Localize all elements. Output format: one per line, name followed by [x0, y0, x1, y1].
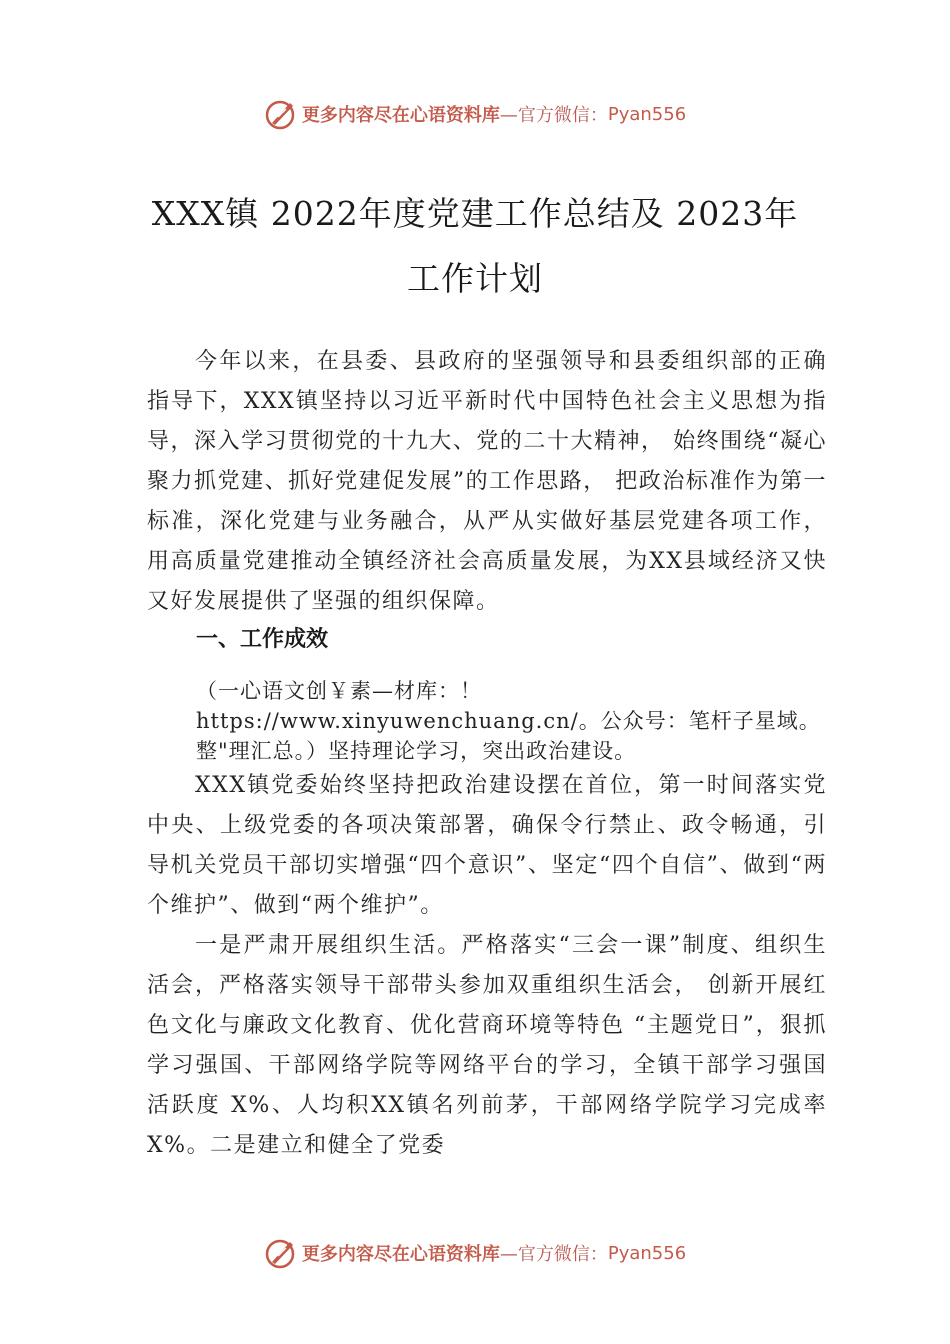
quill-logo-icon — [264, 1236, 298, 1270]
banner-text-wechat-label: —官方微信： — [499, 1244, 608, 1265]
banner-text-main: 更多内容尽在心语资料库 — [301, 1244, 500, 1265]
banner-text-wechat-id: Pyan556 — [607, 103, 687, 125]
document-title-line1: XXX镇 2022年度党建工作总结及 2023年 — [151, 194, 799, 233]
paragraph-organization-life: 一是严肃开展组织生活。严格落实“三会一课”制度、组织生活会，严格落实领导干部带头参加双重组织生活会， 创新开展红色文化与廉政文化教育、优化营商环境等特色 “主题党日”，狠抓学习强国、干部网络学院等网络平台的学习，全镇干部学习强国活跃度 X%、人均积XX镇名列前茅，干部网络学院学习完成率 X%。二是建立和健全了党委 — [147, 933, 827, 1158]
header-banner — [0, 97, 950, 131]
document-title-line2: 工作计划 — [407, 259, 543, 298]
banner-text-wechat-label: —官方微信： — [499, 105, 608, 126]
footer-banner — [0, 1236, 950, 1270]
intro-paragraph: 今年以来，在县委、县政府的坚强领导和县委组织部的正确指导下，XXX镇坚持以习近平新时代中国特色社会主义思想为指导，深入学习贯彻党的十九大、党的二十大精神， 始终围绕“凝心聚力抓党建、抓好党建促发展”的工作思路， 把政治标准作为第一标准，深化党建与业务融合，从严从实做好基层党建各项工作，用高质量党建推动全镇经济社会高质量发展，为XX县域经济又快又好发展提供了坚强的组织保障。 — [147, 349, 827, 614]
source-note: （一心语文创￥素—材库：！https://www.xinyuwenchuang.cn/。公众号：笔杆子星域。整"理汇总。）坚持理论学习，突出政治建设。 — [196, 679, 821, 763]
banner-text-wechat-id: Pyan556 — [607, 1242, 687, 1264]
banner-text-main: 更多内容尽在心语资料库 — [301, 105, 500, 126]
section-heading-achievements: 一、工作成效 — [196, 627, 329, 652]
paragraph-political-building: XXX镇党委始终坚持把政治建设摆在首位，第一时间落实党中央、上级党委的各项决策部署，确保令行禁止、政令畅通，引导机关党员干部切实增强“四个意识”、坚定“四个自信”、做到“两个维护”、做到“两个维护”。 — [147, 773, 827, 918]
quill-logo-icon — [264, 97, 298, 131]
